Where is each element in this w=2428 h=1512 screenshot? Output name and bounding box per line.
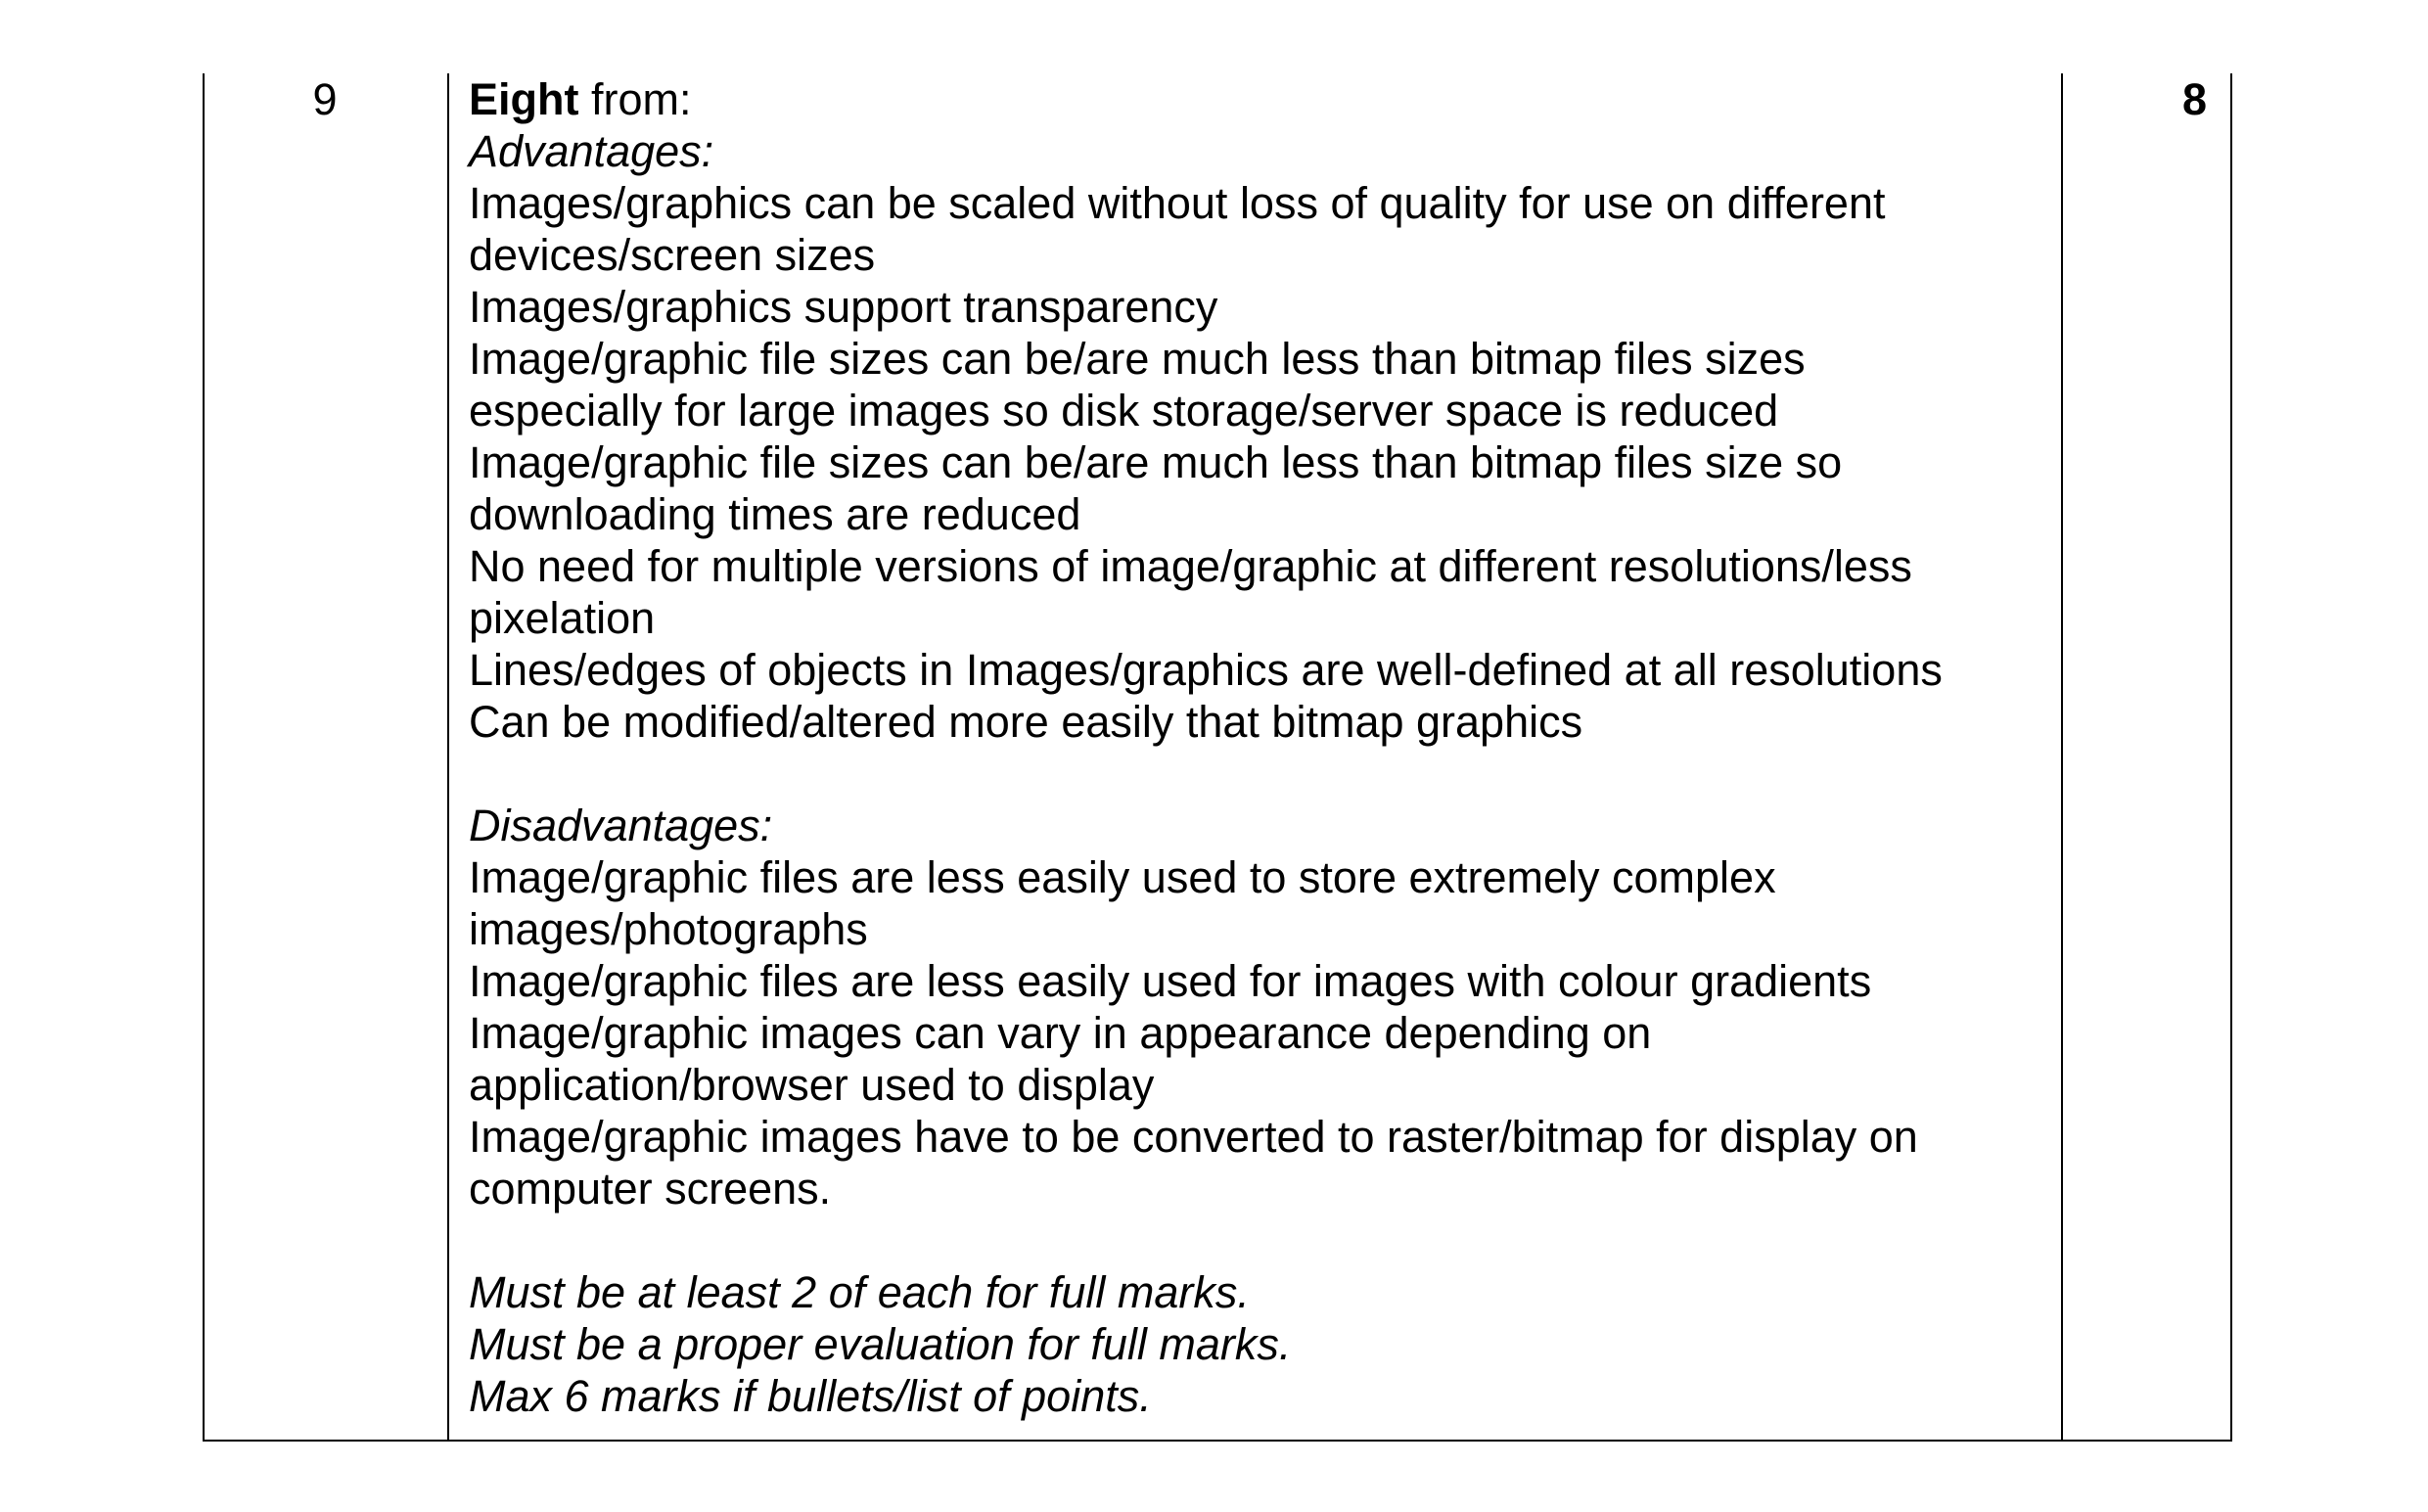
disadvantage-line: images/photographs [469,904,868,954]
answer-cell [469,73,2035,1422]
advantage-line: downloading times are reduced [469,489,1081,539]
advantage-line: especially for large images so disk storage/server space is reduced [469,386,1779,435]
marking-note: Must be at least 2 of each for full marks. [469,1267,1250,1317]
disadvantage-line: Image/graphic files are less easily used to store extremely complex [469,852,1776,902]
advantage-line: Lines/edges of objects in Images/graphics are well-defined at all resolutions [469,645,1943,695]
disadvantages-heading: Disadvantages: [469,801,773,850]
advantage-line: Image/graphic file sizes can be/are much less than bitmap files size so [469,437,1843,487]
table-right-border [2230,73,2232,1442]
advantage-line: Images/graphics support transparency [469,282,1218,332]
intro-bold: Eight [469,74,579,124]
disadvantage-line: computer screens. [469,1164,832,1214]
disadvantages-list [469,851,2035,1214]
spacer [469,1214,2035,1266]
mark-scheme-table [203,73,2232,1442]
advantage-line: Images/graphics can be scaled without loss of quality for use on different [469,178,1886,228]
marks-value: 8 [2181,74,2207,124]
disadvantage-line: Image/graphic images can vary in appearance depending on [469,1008,1652,1058]
table-divider-number [447,73,449,1442]
marking-note: Max 6 marks if bullets/list of points. [469,1371,1152,1421]
table-bottom-border [203,1440,2232,1442]
table-divider-marks [2061,73,2063,1442]
advantages-list [469,177,2035,748]
spacer [469,748,2035,800]
disadvantage-line: Image/graphic images have to be converted to raster/bitmap for display on [469,1112,1918,1162]
advantage-line: Can be modified/altered more easily that bitmap graphics [469,697,1583,747]
question-number: 9 [312,74,338,124]
advantages-heading: Advantages: [469,126,714,176]
disadvantage-line: Image/graphic files are less easily used for images with colour gradients [469,956,1872,1006]
advantage-line: No need for multiple versions of image/graphic at different resolutions/less [469,541,1912,591]
answer-intro [469,73,2035,125]
disadvantage-line: application/browser used to display [469,1060,1155,1110]
table-left-border [203,73,205,1442]
marking-note: Must be a proper evaluation for full marks. [469,1319,1292,1369]
intro-rest: from: [578,74,692,124]
advantage-line: Image/graphic file sizes can be/are much less than bitmap files sizes [469,334,1806,384]
advantage-line: pixelation [469,593,656,643]
marking-notes [469,1266,2035,1422]
advantage-line: devices/screen sizes [469,230,876,280]
